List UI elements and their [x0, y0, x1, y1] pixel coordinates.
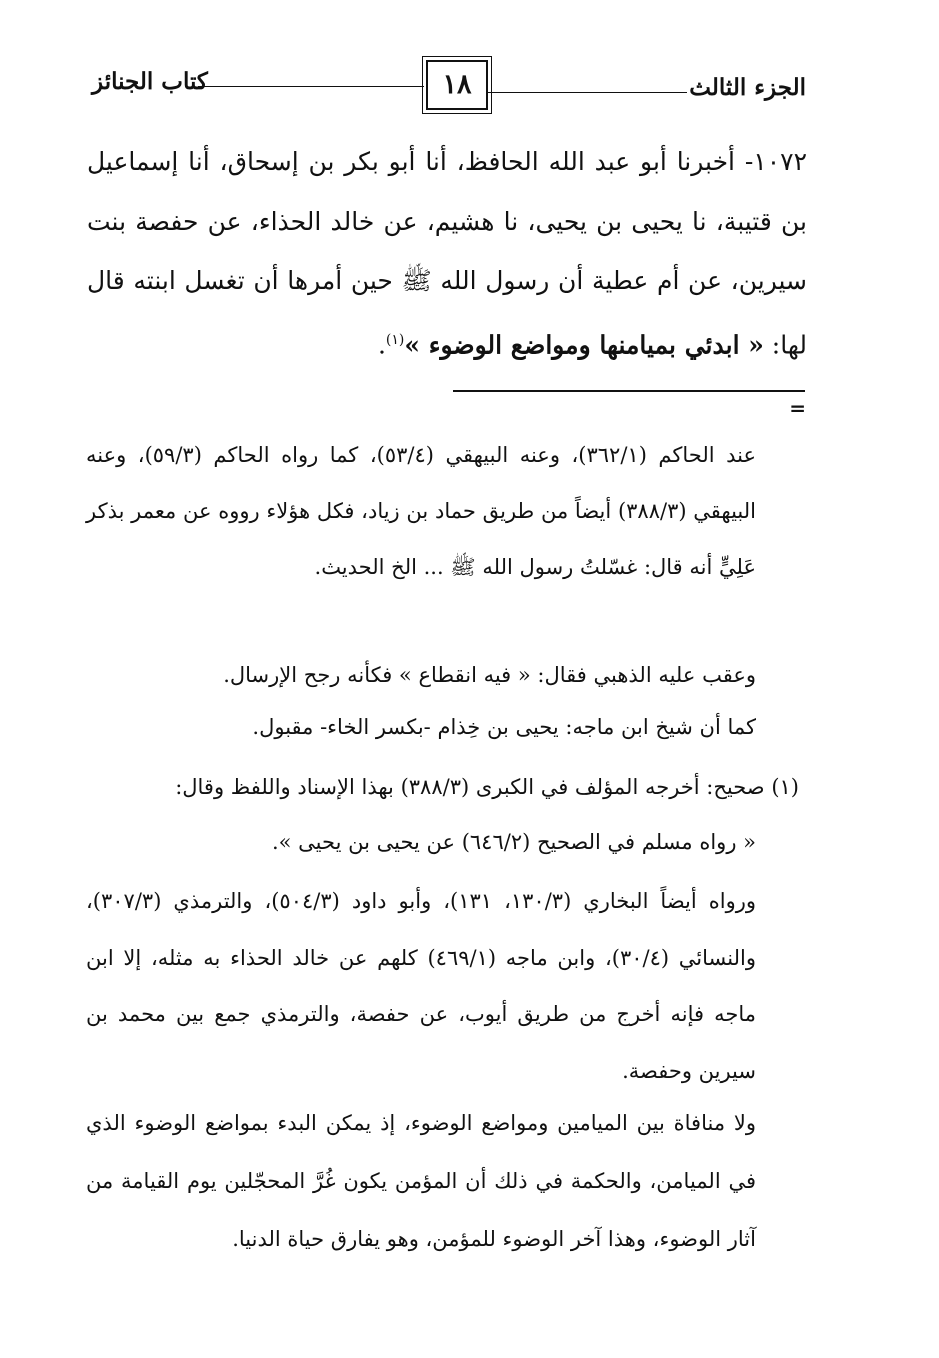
footnote-ibn-majah-shaykh: كما أن شيخ ابن ماجه: يحيى بن خِذام -بكسر الخاء- مقبول.	[252, 715, 756, 739]
book-title: كتاب الجنائز	[92, 68, 208, 95]
header-rule-right	[487, 92, 687, 93]
footnote-continuation: عند الحاكم (٣٦٢/١)، وعنه البيهقي (٥٣/٤)، كما رواه الحاكم (٥٩/٣)، وعنه البيهقي (٣٨٨/٣) أيضاً من طريق حماد بن زياد، فكل هؤلاء رووه عن معمر بذكر عَلِيٍّ أنه قال: غسّلتُ رسول الله ﷺ ... الخ الحديث.	[86, 443, 756, 579]
continuation-mark: =	[789, 396, 806, 420]
footnote-1-commentary: ولا منافاة بين الميامين ومواضع الوضوء، إذ يمكن البدء بمواضع الوضوء الذي في الميامن، والحكمة في ذلك أن المؤمن يكون غُرَّ المحجّلين يوم القيامة من آثار الوضوء، وهذا آخر الوضوء للمؤمن، وهو يفارق حياة الدنيا.	[86, 1111, 756, 1251]
header-rule-left	[198, 86, 424, 87]
footnote-reference: (١)	[385, 331, 405, 348]
hadith-isnad: ١٠٧٢- أخبرنا أبو عبد الله الحافظ، أنا أبو بكر بن إسحاق، أنا إسماعيل بن قتيبة، نا يحيى بن يحيى، نا هشيم، عن خالد الحذاء، عن حفصة بنت سيرين، عن أم عطية أن رسول الله ﷺ حين أمرها أن تغسل ابنته قال لها:	[87, 147, 807, 359]
footnote-1-muslim: « رواه مسلم في الصحيح (٦٤٦/٢) عن يحيى بن يحيى ».	[271, 830, 756, 854]
volume-title: الجزء الثالث	[689, 74, 806, 101]
page-number: ١٨	[426, 60, 488, 110]
footnote-1-heading: (١) صحيح: أخرجه المؤلف في الكبرى (٣٨٨/٣) بهذا الإسناد واللفظ وقال:	[175, 775, 799, 799]
footnote-1-takhrij: ورواه أيضاً البخاري (١٣٠/٣، ١٣١)، وأبو داود (٥٠٤/٣)، والترمذي (٣٠٧/٣)، والنسائي (٣٠/٤)، وابن ماجه (٤٦٩/١) كلهم عن خالد الحذاء به مثله، إلا ابن ماجه فإنه أخرج من طريق أيوب، عن حفصة، والترمذي جمع بين محمد بن سيرين وحفصة.	[86, 889, 756, 1083]
footnote-dhahabi: وعقب عليه الذهبي فقال: « فيه انقطاع » فكأنه رجح الإرسال.	[223, 663, 756, 687]
hadith-text	[87, 132, 807, 374]
hadith-matn: « ابدئي بميامنها ومواضع الوضوء »	[404, 329, 764, 359]
footnote-separator	[453, 390, 805, 392]
hadith-end: .	[377, 329, 386, 359]
